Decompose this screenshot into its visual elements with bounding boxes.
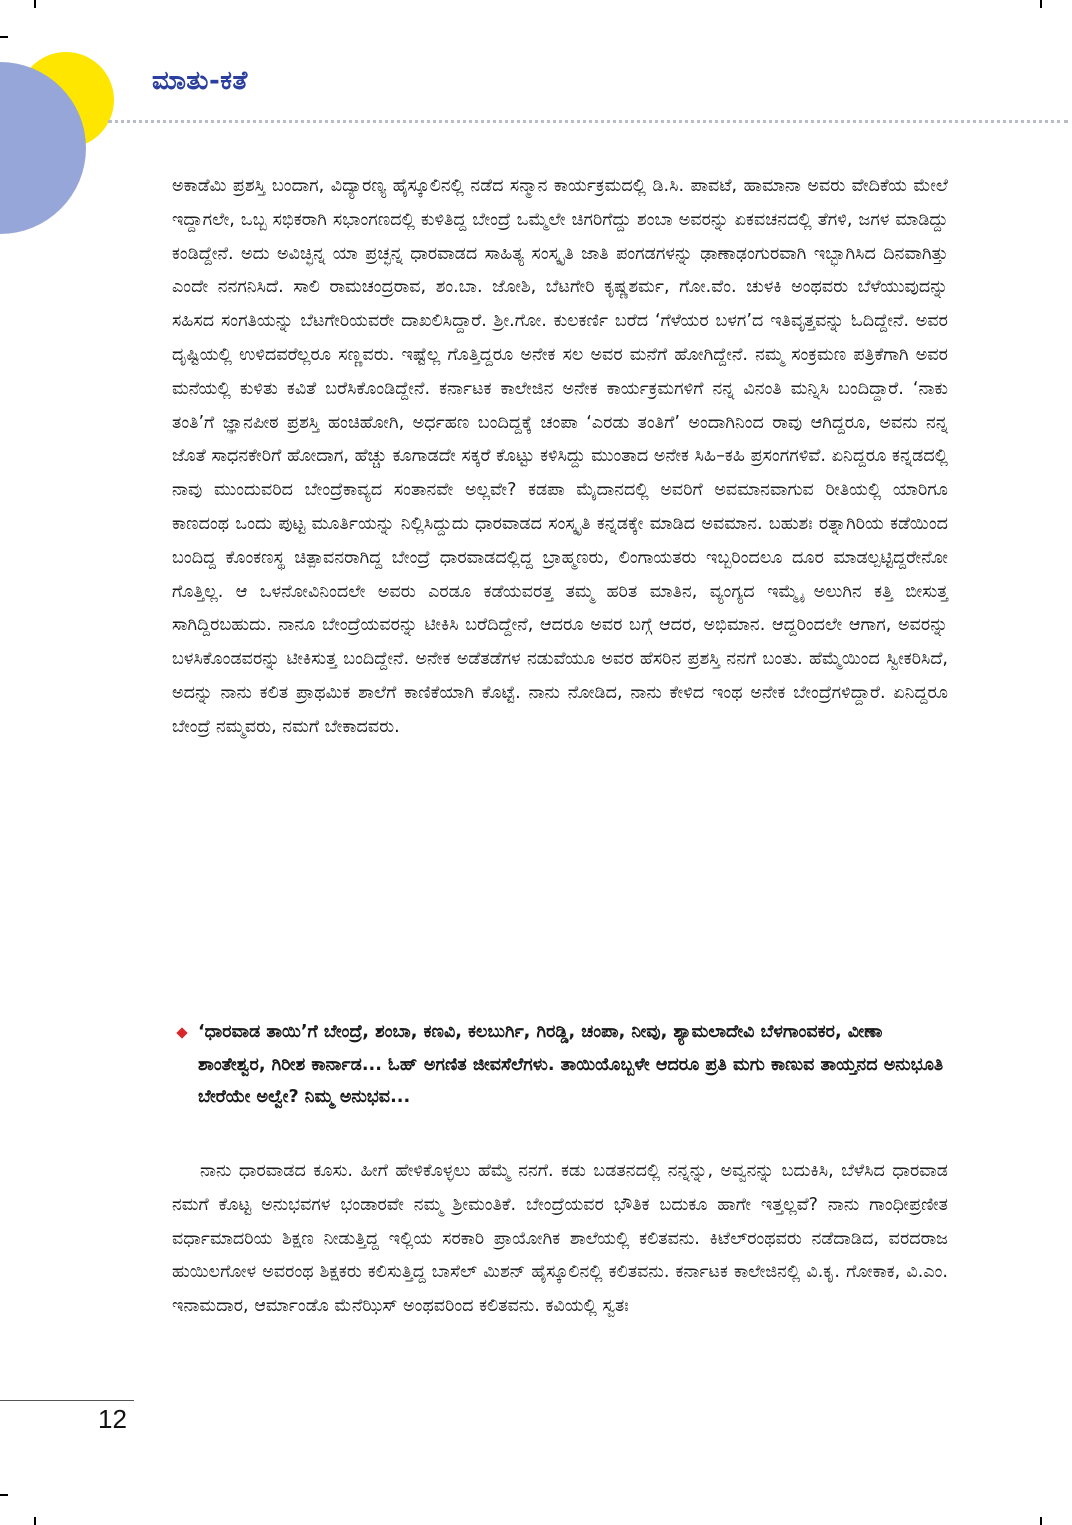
- section-title: ಮಾತು-ಕತೆ: [152, 66, 248, 96]
- interview-question: [172, 1016, 948, 1114]
- crop-mark: [1040, 1517, 1042, 1525]
- crop-mark: [1040, 0, 1042, 8]
- dotted-divider: [108, 120, 1068, 123]
- page-number: 12: [98, 1404, 127, 1434]
- crop-mark: [0, 36, 8, 38]
- footer-rule: [0, 1400, 134, 1401]
- diamond-bullet-icon: [176, 1027, 187, 1038]
- crop-mark: [34, 0, 36, 8]
- answer-text: ನಾನು ಧಾರವಾಡದ ಕೂಸು. ಹೀಗೆ ಹೇಳಿಕೊಳ್ಳಲು ಹೆಮ್ಮೆ ನನಗೆ. ಕಡು ಬಡತನದಲ್ಲಿ ನನ್ನನ್ನು, ಅವ್ವನನ್ನು ಬದುಕಿಸಿ, ಬೆಳೆಸಿದ ಧಾರವಾಡ ನಮಗೆ ಕೊಟ್ಟ ಅನುಭವಗಳ ಭಂಡಾರವೇ ನಮ್ಮ ಶ್ರೀಮಂತಿಕೆ. ಬೇಂದ್ರೆಯವರ ಭೌತಿಕ ಬದುಕೂ ಹಾಗೇ ಇತ್ತಲ್ಲವೆ? ನಾನು ಗಾಂಧೀಪ್ರಣೀತ ವರ್ಧಾಮಾದರಿಯ ಶಿಕ್ಷಣ ನೀಡುತ್ತಿದ್ದ ಇಲ್ಲಿಯ ಸರಕಾರಿ ಪ್ರಾಯೋಗಿಕ ಶಾಲೆಯಲ್ಲಿ ಕಲಿತವನು. ಕಿಟೆಲ್‌ರಂಥವರು ನಡೆದಾಡಿದ, ವರದರಾಜ ಹುಯಿಲಗೋಳ ಅವರಂಥ ಶಿಕ್ಷಕರು ಕಲಿಸುತ್ತಿದ್ದ ಬಾಸೆಲ್ ಮಿಶನ್ ಹೈಸ್ಕೂಲಿನಲ್ಲಿ ಕಲಿತವನು. ಕರ್ನಾಟಕ ಕಾಲೇಜಿನಲ್ಲಿ ವಿ.ಕೃ. ಗೋಕಾಕ, ವಿ.ಎಂ. ಇನಾಮದಾರ, ಆರ್ಮಾಂಡೊ ಮೆನೆಝಿಸ್ ಅಂಥವರಿಂದ ಕಲಿತವನು. ಕವಿಯಲ್ಲಿ ಸ್ವತಃ: [172, 1161, 948, 1317]
- body-paragraph: [172, 170, 948, 745]
- crop-mark: [34, 1517, 36, 1525]
- question-text: ‘ಧಾರವಾಡ ತಾಯಿ’ಗೆ ಬೇಂದ್ರೆ, ಶಂಬಾ, ಕಣವಿ, ಕಲಬುರ್ಗಿ, ಗಿರಡ್ಡಿ, ಚಂಪಾ, ನೀವು, ಶ್ಯಾಮಲಾದೇವಿ ಬೆಳಗಾಂವಕರ, ವೀಣಾ ಶಾಂತೇಶ್ವರ, ಗಿರೀಶ ಕಾರ್ನಾಡ... ಓಹ್ ಅಗಣಿತ ಜೀವಸೆಲೆಗಳು. ತಾಯಿಯೊಬ್ಬಳೇ ಆದರೂ ಪ್ರತಿ ಮಗು ಕಾಣುವ ತಾಯ್ತನದ ಅನುಭೂತಿ ಬೇರೆಯೇ ಅಲ್ವೇ? ನಿಮ್ಮ ಅನುಭವ...: [198, 1022, 944, 1107]
- crop-mark: [0, 1494, 8, 1496]
- paragraph-text: ಅಕಾಡೆಮಿ ಪ್ರಶಸ್ತಿ ಬಂದಾಗ, ವಿದ್ಯಾರಣ್ಯ ಹೈಸ್ಕೂಲಿನಲ್ಲಿ ನಡೆದ ಸನ್ಮಾನ ಕಾರ್ಯಕ್ರಮದಲ್ಲಿ ಡಿ.ಸಿ. ಪಾವಟೆ, ಹಾಮಾನಾ ಅವರು ವೇದಿಕೆಯ ಮೇಲೆ ಇದ್ದಾಗಲೇ, ಒಬ್ಬ ಸಭಿಕರಾಗಿ ಸಭಾಂಗಣದಲ್ಲಿ ಕುಳಿತಿದ್ದ ಬೇಂದ್ರೆ ಒಮ್ಮೆಲೇ ಚಿಗರಿಗೆದ್ದು ಶಂಬಾ ಅವರನ್ನು ಏಕವಚನದಲ್ಲಿ ತೆಗಳಿ, ಜಗಳ ಮಾಡಿದ್ದು ಕಂಡಿದ್ದೇನೆ. ಅದು ಅವಿಚ್ಛಿನ್ನ ಯಾ ಪ್ರಚ್ಛನ್ನ ಧಾರವಾಡದ ಸಾಹಿತ್ಯ ಸಂಸ್ಕೃತಿ ಜಾತಿ ಪಂಗಡಗಳನ್ನು ಢಾಣಾಢಂಗುರವಾಗಿ ಇಬ್ಭಾಗಿಸಿದ ದಿನವಾಗಿತ್ತು ಎಂದೇ ನನಗನಿಸಿದೆ. ಸಾಲಿ ರಾಮಚಂದ್ರರಾವ, ಶಂ.ಬಾ. ಜೋಶಿ, ಬೆಟಗೇರಿ ಕೃಷ್ಣಶರ್ಮ, ಗೋ.ವೆಂ. ಚುಳಕಿ ಅಂಥವರು ಬೆಳೆಯುವುದನ್ನು ಸಹಿಸದ ಸಂಗತಿಯನ್ನು ಬೆಟಗೇರಿಯವರೇ ದಾಖಲಿಸಿದ್ದಾರೆ. ಶ್ರೀ.ಗೋ. ಕುಲಕರ್ಣಿ ಬರೆದ ‘ಗೆಳೆಯರ ಬಳಗ’ದ ಇತಿವೃತ್ತವನ್ನು ಓದಿದ್ದೇನೆ. ಅವರ ದೃಷ್ಟಿಯಲ್ಲಿ ಉಳಿದವರೆಲ್ಲರೂ ಸಣ್ಣವರು. ಇಷ್ಟೆಲ್ಲ ಗೊತ್ತಿದ್ದರೂ ಅನೇಕ ಸಲ ಅವರ ಮನೆಗೆ ಹೋಗಿದ್ದೇನೆ. ನಮ್ಮ ಸಂಕ್ರಮಣ ಪತ್ರಿಕೆಗಾಗಿ ಅವರ ಮನೆಯಲ್ಲಿ ಕುಳಿತು ಕವಿತೆ ಬರೆಸಿಕೊಂಡಿದ್ದೇನೆ. ಕರ್ನಾಟಕ ಕಾಲೇಜಿನ ಅನೇಕ ಕಾರ್ಯಕ್ರಮಗಳಿಗೆ ನನ್ನ ವಿನಂತಿ ಮನ್ನಿಸಿ ಬಂದಿದ್ದಾರೆ. ‘ನಾಕು ತಂತಿ’ಗೆ ಜ್ಞಾನಪೀಠ ಪ್ರಶಸ್ತಿ ಹಂಚಿಹೋಗಿ, ಅರ್ಧಹಣ ಬಂದಿದ್ದಕ್ಕೆ ಚಂಪಾ ‘ಎರಡು ತಂತಿಗೆ’ ಅಂದಾಗಿನಿಂದ ರಾವು ಆಗಿದ್ದರೂ, ಅವನು ನನ್ನ ಜೊತೆ ಸಾಧನಕೇರಿಗೆ ಹೋದಾಗ, ಹೆಚ್ಚು ಕೂಗಾಡದೇ ಸಕ್ಕರೆ ಕೊಟ್ಟು ಕಳಿಸಿದ್ದು ಮುಂತಾದ ಅನೇಕ ಸಿಹಿ–ಕಹಿ ಪ್ರಸಂಗಗಳಿವೆ. ಏನಿದ್ದರೂ ಕನ್ನಡದಲ್ಲಿ ನಾವು ಮುಂದುವರಿದ ಬೇಂದ್ರೆಕಾವ್ಯದ ಸಂತಾನವೇ ಅಲ್ಲವೇ? ಕಡಪಾ ಮೈದಾನದಲ್ಲಿ ಅವರಿಗೆ ಅವಮಾನವಾಗುವ ರೀತಿಯಲ್ಲಿ ಯಾರಿಗೂ ಕಾಣದಂಥ ಒಂದು ಪುಟ್ಟ ಮೂರ್ತಿಯನ್ನು ನಿಲ್ಲಿಸಿದ್ದುದು ಧಾರವಾಡದ ಸಂಸ್ಕೃತಿ ಕನ್ನಡಕ್ಕೇ ಮಾಡಿದ ಅವಮಾನ. ಬಹುಶಃ ರತ್ನಾಗಿರಿಯ ಕಡೆಯಿಂದ ಬಂದಿದ್ದ ಕೊಂಕಣಸ್ಥ ಚಿತ್ಪಾವನರಾಗಿದ್ದ ಬೇಂದ್ರೆ ಧಾರವಾಡದಲ್ಲಿದ್ದ ಬ್ರಾಹ್ಮಣರು, ಲಿಂಗಾಯತರು ಇಬ್ಬರಿಂದಲೂ ದೂರ ಮಾಡಲ್ಪಟ್ಟಿದ್ದರೇನೋ ಗೊತ್ತಿಲ್ಲ. ಆ ಒಳನೋವಿನಿಂದಲೇ ಅವರು ಎರಡೂ ಕಡೆಯವರತ್ತ ತಮ್ಮ ಹರಿತ ಮಾತಿನ, ವ್ಯಂಗ್ಯದ ಇಮ್ಮೈ ಅಲುಗಿನ ಕತ್ತಿ ಬೀಸುತ್ತ ಸಾಗಿದ್ದಿರಬಹುದು. ನಾನೂ ಬೇಂದ್ರೆಯವರನ್ನು ಟೀಕಿಸಿ ಬರೆದಿದ್ದೇನೆ, ಆದರೂ ಅವರ ಬಗ್ಗೆ ಆದರ, ಅಭಿಮಾನ. ಆದ್ದರಿಂದಲೇ ಆಗಾಗ, ಅವರನ್ನು ಬಳಸಿಕೊಂಡವರನ್ನು ಟೀಕಿಸುತ್ತ ಬಂದಿದ್ದೇನೆ. ಅನೇಕ ಅಡೆತಡೆಗಳ ನಡುವೆಯೂ ಅವರ ಹೆಸರಿನ ಪ್ರಶಸ್ತಿ ನನಗೆ ಬಂತು. ಹೆಮ್ಮೆಯಿಂದ ಸ್ವೀಕರಿಸಿದೆ, ಅದನ್ನು ನಾನು ಕಲಿತ ಪ್ರಾಥಮಿಕ ಶಾಲೆಗೆ ಕಾಣಿಕೆಯಾಗಿ ಕೊಟ್ಟೆ. ನಾನು ನೋಡಿದ, ನಾನು ಕೇಳಿದ ಇಂಥ ಅನೇಕ ಬೇಂದ್ರೆಗಳಿದ್ದಾರೆ. ಏನಿದ್ದರೂ ಬೇಂದ್ರೆ ನಮ್ಮವರು, ನಮಗೆ ಬೇಕಾದವರು.: [172, 176, 948, 737]
- interview-answer: [172, 1155, 948, 1324]
